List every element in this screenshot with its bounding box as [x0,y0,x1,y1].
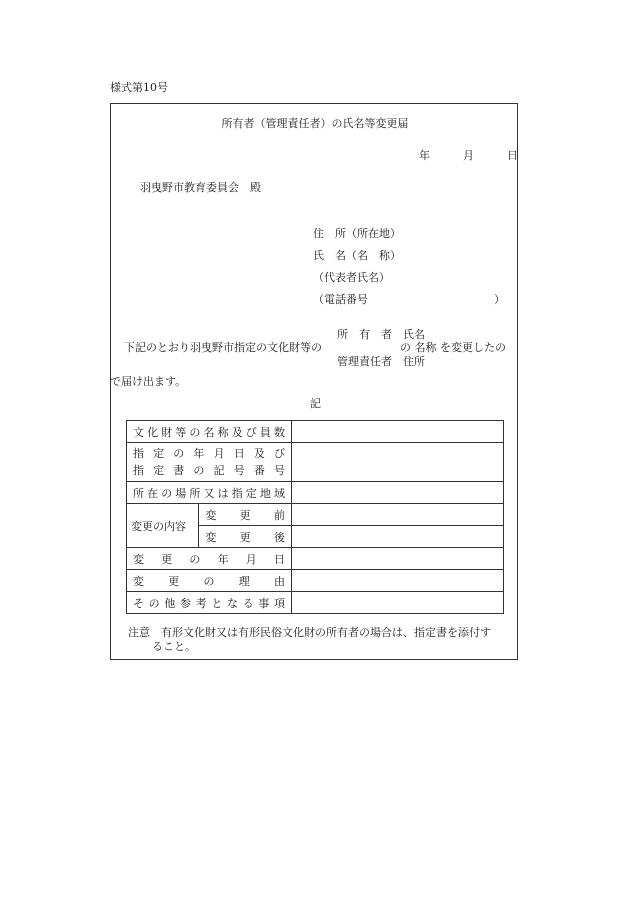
row-label-name-quantity: 文化財等の名称及び員数 [127,421,292,443]
applicant-name-label: 氏 名（名 称） [313,249,401,262]
value-cell[interactable] [292,592,504,614]
value-cell[interactable] [292,504,504,526]
table-row [127,504,504,526]
table-row [127,443,504,482]
row-label-change-date: 変更の年月日 [127,548,292,570]
row-label-before: 変更前 [199,504,292,526]
value-cell[interactable] [292,570,504,592]
row-label-change-reason: 変更の理由 [127,570,292,592]
details-table [126,420,504,614]
document-title: 所有者（管理責任者）の氏名等変更届 [221,117,409,130]
form-number: 様式第10号 [110,81,168,94]
table-row [127,548,504,570]
body-text-end: で届け出ます。 [110,375,187,388]
table-row [127,421,504,443]
applicant-address-label: 住 所（所在地） [313,227,401,240]
date-year: 年 [419,149,430,162]
note-line-1: 注意 有形文化財又は有形民俗文化財の所有者の場合は、指定書を添付す [128,626,491,639]
note-line-2: ること。 [152,640,196,653]
value-cell[interactable] [292,421,504,443]
ki-heading: 記 [310,397,321,410]
recipient: 羽曳野市教育委員会 殿 [140,181,261,194]
table-row [127,570,504,592]
designation-line-2: 指定書の記号番号 [133,464,285,477]
applicant-representative-label: （代表者氏名） [313,271,390,284]
value-cell[interactable] [292,443,504,482]
body-manager-address: 管理責任者 住所 [337,355,425,368]
date-day: 日 [507,149,518,162]
table-row [127,482,504,504]
body-owner-name: 所 有 者 氏名 [337,328,425,341]
row-label-after: 変更後 [199,526,292,548]
date-line [419,150,518,161]
row-label-other: その他参考となる事項 [127,592,292,614]
row-label-change-content: 変更の内容 [127,504,199,548]
value-cell[interactable] [292,526,504,548]
body-text-start: 下記のとおり羽曳野市指定の文化財等の [124,341,322,354]
date-month: 月 [463,149,474,162]
phone-close: ） [494,293,505,306]
body-text-middle: の 名称 を変更したの [400,341,506,354]
row-label-designation [127,443,292,482]
value-cell[interactable] [292,482,504,504]
phone-open: （電話番号 [313,293,368,306]
applicant-phone-label [313,294,505,305]
value-cell[interactable] [292,548,504,570]
designation-line-1: 指定の年月日及び [133,447,285,460]
table-row [127,592,504,614]
row-label-location: 所在の場所又は指定地域 [127,482,292,504]
